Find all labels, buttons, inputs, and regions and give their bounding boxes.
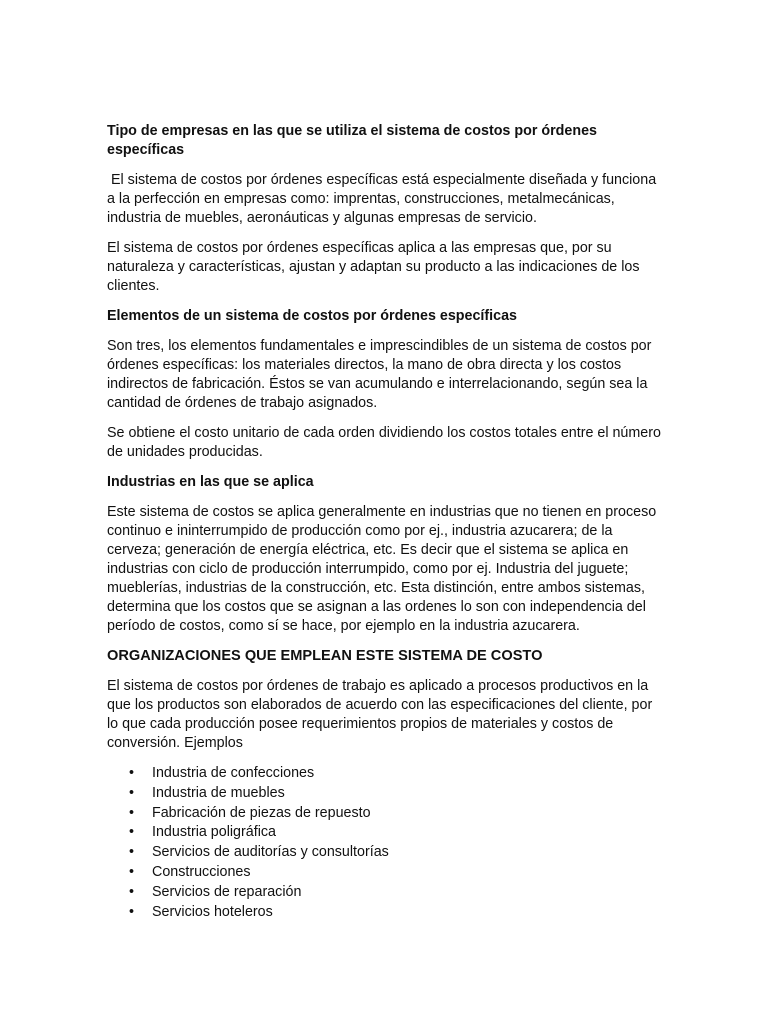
bullet-symbol: •	[129, 863, 135, 880]
paragraph-industrias-aplica: Este sistema de costos se aplica generalmente en industrias que no tienen en proceso continuo e ininterrumpido de producción como por ej., industria azucarera; de la cerveza; generación de energía eléctrica, etc. Es decir que el sistema se aplica en industrias con ciclo de producción interrumpido, como por ej. Industria del juguete; mueblerías, industrias de la construcción, etc. Esta distinción, entre ambos sistemas, determina que los costos que se asignan a las ordenes lo son con independencia del período de costos, como sí se hace, por ejemplo en la industria azucarera.	[107, 504, 657, 634]
paragraph-costo-unitario: Se obtiene el costo unitario de cada orden dividiendo los costos totales entre el número de unidades producidas.	[107, 425, 661, 460]
paragraph-organizaciones: El sistema de costos por órdenes de trabajo es aplicado a procesos productivos en la que los productos son elaborados de acuerdo con las especificaciones del cliente, por lo que cada producción posee requerimientos propios de materiales y costos de conversión. Ejemplos	[107, 678, 653, 751]
bullet-symbol: •	[129, 804, 135, 821]
bullet-symbol: •	[129, 765, 135, 781]
list-item	[107, 823, 667, 843]
list-item-text: Industria de confecciones	[152, 765, 315, 781]
list-item-text: Industria de muebles	[152, 784, 285, 801]
list-item	[107, 863, 667, 883]
list-item-text: Servicios hoteleros	[152, 903, 273, 920]
section-heading-industrias: Industrias en las que se aplica	[107, 474, 314, 490]
section-heading-elementos: Elementos de un sistema de costos por órdenes específicas	[107, 308, 517, 324]
list-item-text: Construcciones	[152, 863, 251, 880]
section-heading-organizaciones: ORGANIZACIONES QUE EMPLEAN ESTE SISTEMA DE COSTO	[107, 648, 543, 664]
bullet-symbol: •	[129, 784, 135, 801]
bullet-symbol: •	[129, 824, 135, 841]
section-heading-tipo-empresas: Tipo de empresas en las que se utiliza el sistema de costos por órdenes específicas	[107, 123, 597, 158]
examples-list	[107, 764, 667, 922]
paragraph-aplicacion-empresas: El sistema de costos por órdenes específicas aplica a las empresas que, por su naturaleza y características, ajustan y adaptan su producto a las indicaciones de los clientes.	[107, 240, 640, 294]
list-item	[107, 804, 667, 824]
list-item	[107, 843, 667, 863]
list-item-text: Fabricación de piezas de repuesto	[152, 804, 371, 821]
bullet-symbol: •	[129, 844, 135, 861]
bullet-symbol: •	[129, 883, 135, 900]
paragraph-elementos-fundamentales: Son tres, los elementos fundamentales e imprescindibles de un sistema de costos por órdenes específicas: los materiales directos, la mano de obra directa y los costos indirectos de fabricación. Éstos se van acumulando e interrelacionando, según sea la cantidad de órdenes de trabajo asignados.	[107, 338, 652, 411]
list-item-text: Industria poligráfica	[152, 824, 276, 841]
bullet-symbol: •	[129, 903, 135, 920]
list-item	[107, 903, 667, 923]
list-item	[107, 784, 667, 804]
list-item	[107, 764, 667, 784]
list-item	[107, 883, 667, 903]
list-item-text: Servicios de reparación	[152, 883, 302, 900]
paragraph-diseño-sistema: El sistema de costos por órdenes específicas está especialmente diseñada y funciona a la perfección en empresas como: imprentas, construcciones, metalmecánicas, industria de muebles, aeronáuticas y algunas empresas de servicio.	[107, 172, 661, 226]
document-body	[107, 122, 667, 922]
list-item-text: Servicios de auditorías y consultorías	[152, 844, 389, 861]
